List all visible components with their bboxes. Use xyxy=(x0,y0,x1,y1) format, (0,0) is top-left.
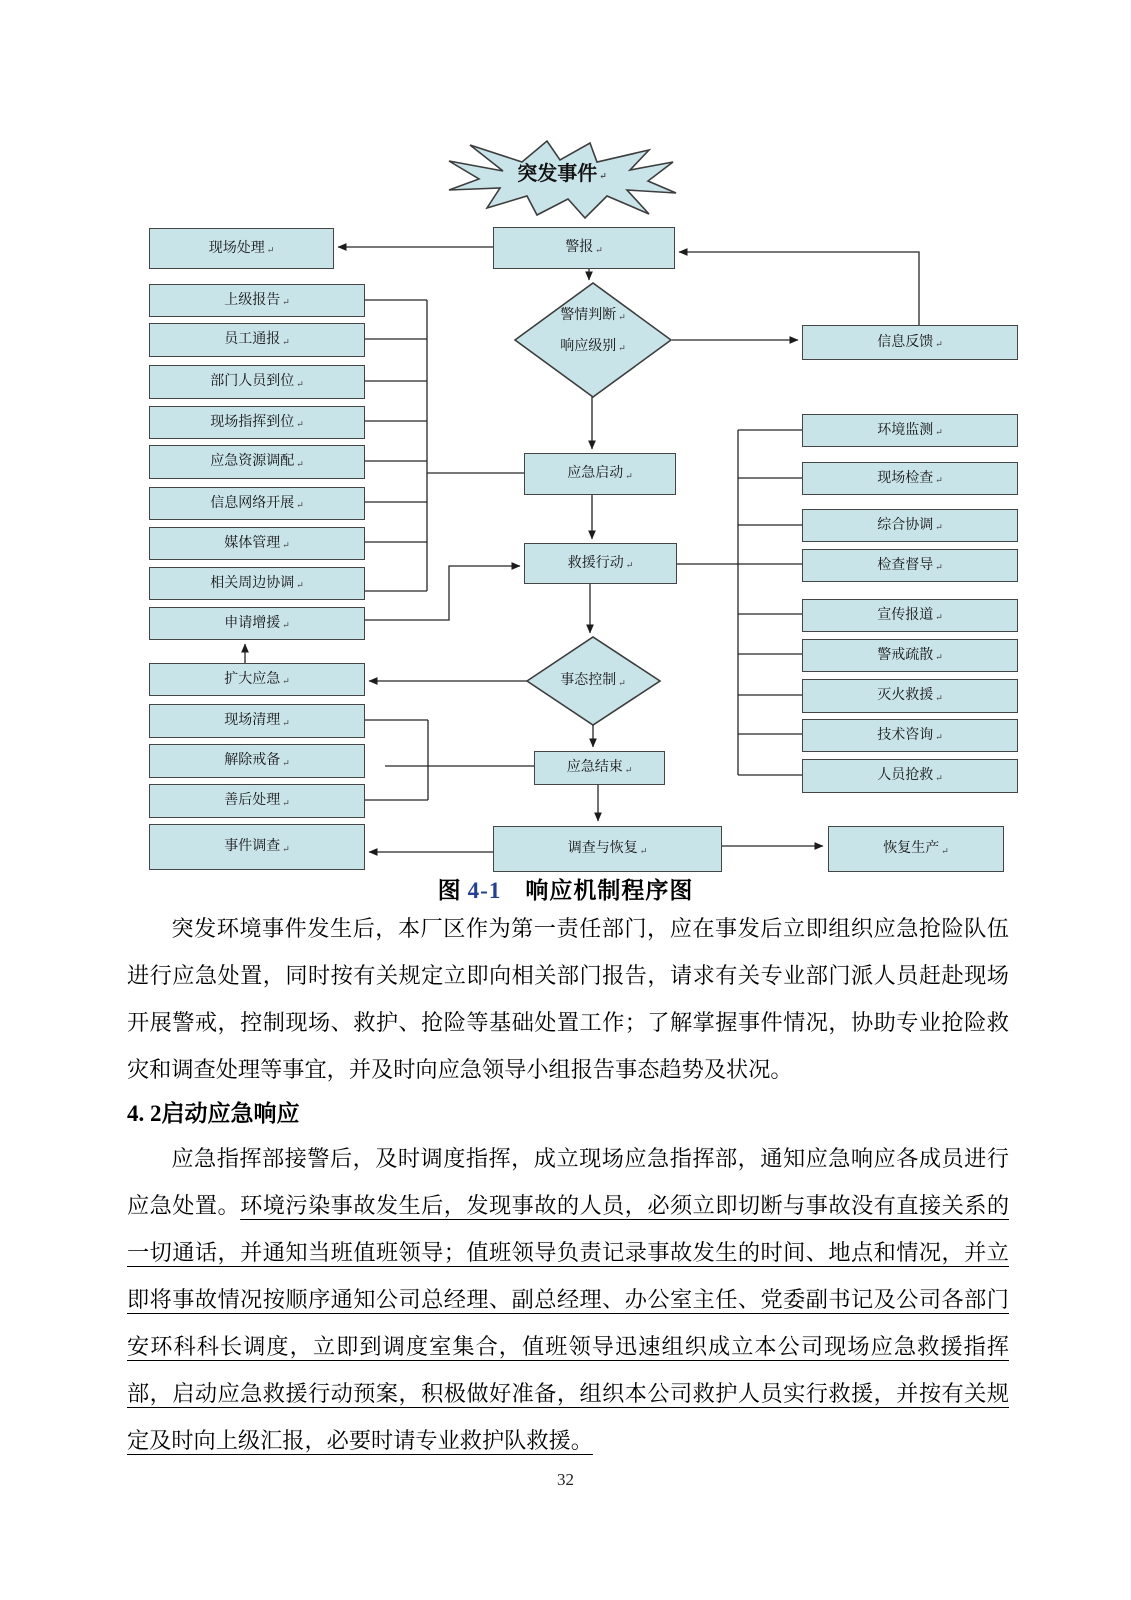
flow-box-site-inspection: 现场检查 ↵ xyxy=(802,462,1018,495)
section-heading-4-2: 4. 2启动应急响应 xyxy=(127,1101,300,1126)
flow-box-alarm: 警报 ↵ xyxy=(493,227,675,269)
paragraph-start-response: 应急指挥部接警后，及时调度指挥，成立现场应急指挥部，通知应急响应各成员进行应急处置。环境污染事故发生后，发现事故的人员，必须立即切断与事故没有直接关系的一切通话，并通知当班值班领导；值班领导负责记录事故发生的时间、地点和情况，并立即将事故情况按顺序通知公司总经理、副总经理、办公室主任、党委副书记及公司各部门安环科科长调度，立即到调度室集合，值班领导迅速组织成立本公司现场应急救援指挥部，启动应急救援行动预案，积极做好准备，组织本公司救护人员实行救援，并按有关规定及时向上级汇报，必要时请专业救护队救援。 xyxy=(127,1146,1010,1453)
flow-box-expand-emergency: 扩大应急 ↵ xyxy=(149,663,365,696)
flow-box-comprehensive-coordination: 综合协调 ↵ xyxy=(802,509,1018,542)
figure-caption: 图 4-1 响应机制程序图 xyxy=(437,878,694,903)
flow-box-alert-evacuation: 警戒疏散 ↵ xyxy=(802,639,1018,672)
flow-box-technical-consultation: 技术咨询 ↵ xyxy=(802,719,1018,752)
flow-box-surrounding-coordination: 相关周边协调 ↵ xyxy=(149,567,365,600)
flow-box-investigation-recovery: 调查与恢复 ↵ xyxy=(493,826,722,872)
flow-box-aftermath-handling: 善后处理 ↵ xyxy=(149,784,365,818)
flow-box-dept-personnel-in-place: 部门人员到位 ↵ xyxy=(149,365,365,399)
figure-number: 4-1 xyxy=(467,878,502,903)
flow-box-request-reinforcement: 申请增援 ↵ xyxy=(149,607,365,640)
flow-box-info-network: 信息网络开展 ↵ xyxy=(149,487,365,520)
flow-box-emergency-start: 应急启动 ↵ xyxy=(524,453,676,495)
flow-box-inspection-supervision: 检查督导 ↵ xyxy=(802,549,1018,582)
paragraph-response-duty: 突发环境事件发生后，本厂区作为第一责任部门，应在事发后立即组织应急抢险队伍进行应急处置，同时按有关规定立即向相关部门报告，请求有关专业部门派人员赶赴现场开展警戒，控制现场、救护、抢险等基础处置工作；了解掌握事件情况，协助专业抢险救灾和调查处理等事宜，并及时向应急领导小组报告事态趋势及状况。 xyxy=(127,916,1009,1082)
flow-box-media-management: 媒体管理 ↵ xyxy=(149,527,365,560)
flow-box-report-to-superior: 上级报告 ↵ xyxy=(149,284,365,317)
flow-box-personnel-rescue: 人员抢救 ↵ xyxy=(802,759,1018,793)
flow-box-lift-alert: 解除戒备 ↵ xyxy=(149,744,365,778)
flow-box-site-cleanup: 现场清理 ↵ xyxy=(149,704,365,738)
flow-node-situation-control: 事态控制 ↵ xyxy=(560,673,626,688)
flow-box-on-site-handling: 现场处理 ↵ xyxy=(149,228,334,269)
body-text xyxy=(127,905,1009,1464)
flow-node-alarm-judgment: 警情判断 ↵ 响应级别 ↵ xyxy=(560,308,626,354)
flow-box-env-monitoring: 环境监测 ↵ xyxy=(802,414,1018,447)
flow-box-site-command-in-place: 现场指挥到位 ↵ xyxy=(149,406,365,439)
flow-box-staff-notification: 员工通报 ↵ xyxy=(149,323,365,357)
flow-box-info-feedback: 信息反馈 ↵ xyxy=(802,325,1018,360)
page-number: 32 xyxy=(557,1470,574,1489)
flow-box-emergency-end: 应急结束 ↵ xyxy=(534,751,665,785)
flow-box-publicity-report: 宣传报道 ↵ xyxy=(802,599,1018,632)
flow-box-rescue-action: 救援行动 ↵ xyxy=(524,543,677,584)
flow-box-fire-rescue: 灭火救援 ↵ xyxy=(802,679,1018,713)
flow-box-incident-investigation: 事件调查 ↵ xyxy=(149,824,365,870)
flow-box-resume-production: 恢复生产 ↵ xyxy=(828,826,1004,872)
flow-box-resource-allocation: 应急资源调配 ↵ xyxy=(149,445,365,479)
flow-node-emergency-event: 突发事件 ↵ xyxy=(517,163,607,185)
underlined-passage: 环境污染事故发生后，发现事故的人员，必须立即切断与事故没有直接关系的一切通话，并通知当班值班领导；值班领导负责记录事故发生的时间、地点和情况，并立即将事故情况按顺序通知公司总经理、副总经理、办公室主任、党委副书记及公司各部门安环科科长调度，立即到调度室集合，值班领导迅速组织成立本公司现场应急救援指挥部，启动应急救援行动预案，积极做好准备，组织本公司救护人员实行救援，并按有关规定及时向上级汇报，必要时请专业救护队救援。 xyxy=(127,1193,1010,1453)
